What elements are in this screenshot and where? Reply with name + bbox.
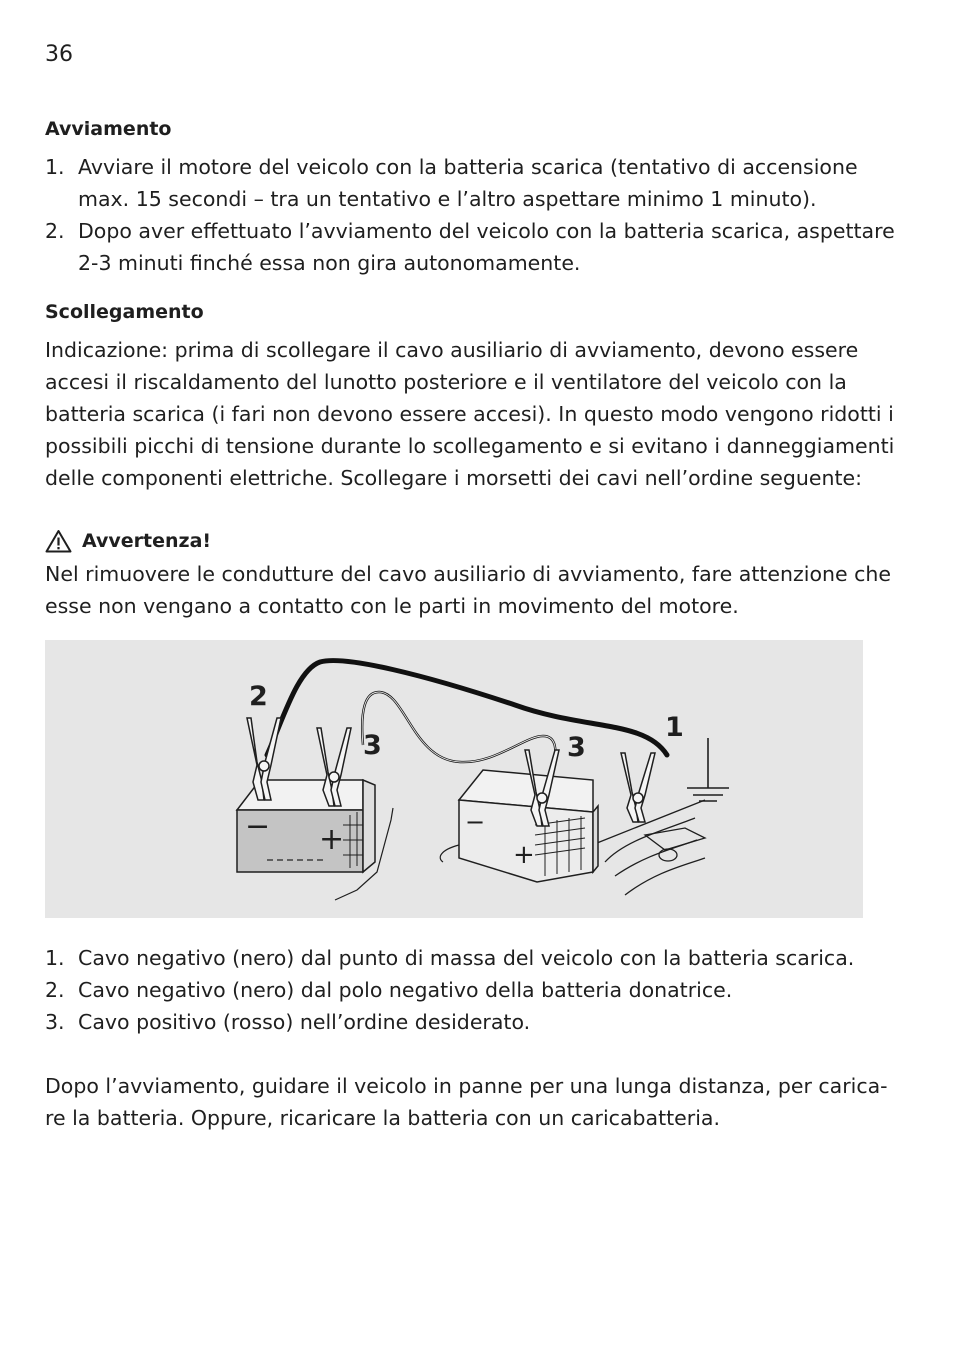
ground-symbol: [687, 738, 729, 801]
negative-cable: [267, 661, 667, 755]
closing-paragraph: [45, 1070, 888, 1134]
list-item: [45, 942, 865, 974]
section-heading-avviamento: Avviamento: [45, 118, 172, 140]
warning-paragraph: [45, 558, 891, 622]
list-number: 2.: [45, 978, 65, 1002]
text-line: re la batteria. Oppure, ricaricare la batteria con un caricabatteria.: [45, 1106, 720, 1130]
figure-label-1: 1: [665, 712, 684, 743]
text-line: Indicazione: prima di scollegare il cavo ausiliario di avviamento, devono essere: [45, 338, 859, 362]
list-item: [45, 1006, 865, 1038]
avviamento-steps: [45, 151, 895, 279]
text-line: accesi il riscaldamento del lunotto posteriore e il ventilatore del veicolo con la: [45, 370, 847, 394]
list-number: 2.: [45, 219, 65, 243]
text-line: delle componenti elettriche. Scollegare i morsetti dei cavi nell’ordine seguente:: [45, 466, 863, 490]
text-line: esse non vengano a contatto con le parti in movimento del motore.: [45, 594, 739, 618]
section-heading-scollegamento: Scollegamento: [45, 301, 204, 323]
text-line: possibili picchi di tensione durante lo scollegamento e si evitano i danneggiamenti: [45, 434, 895, 458]
warning-title: Avvertenza!: [82, 530, 212, 552]
list-number: 1.: [45, 946, 65, 970]
text-line: Dopo aver effettuato l’avviamento del veicolo con la batteria scarica, aspettare: [78, 219, 895, 243]
text-line: Cavo negativo (nero) dal polo negativo della batteria donatrice.: [78, 978, 733, 1002]
jump-start-figure: [45, 640, 863, 918]
figure-label-3-right: 3: [567, 732, 586, 763]
list-item: [45, 151, 865, 215]
clamp-icon: [621, 753, 655, 822]
donor-minus-sign: −: [245, 809, 271, 844]
text-line: Nel rimuovere le condutture del cavo ausiliario di avviamento, fare attenzione che: [45, 562, 891, 586]
warning-heading: [45, 526, 211, 556]
figure-label-2: 2: [249, 681, 268, 712]
page-number: 36: [45, 42, 73, 67]
text-line: Dopo l’avviamento, guidare il veicolo in panne per una lunga distanza, per carica-: [45, 1074, 888, 1098]
list-number: 3.: [45, 1010, 65, 1034]
disconnect-order-steps: [45, 942, 865, 1038]
engine-outline: [592, 800, 705, 895]
discharged-minus-sign: −: [465, 808, 486, 836]
text-line: batteria scarica (i fari non devono essere accesi). In questo modo vengono ridotti i: [45, 402, 894, 426]
list-item: [45, 974, 865, 1006]
donor-plus-sign: +: [319, 822, 345, 857]
text-line: Cavo negativo (nero) dal punto di massa del veicolo con la batteria scarica.: [78, 946, 855, 970]
warning-triangle-icon: [45, 529, 72, 553]
figure-label-3-left: 3: [363, 730, 382, 761]
jump-start-illustration: [45, 640, 863, 918]
text-line: 2-3 minuti finché essa non gira autonomamente.: [78, 251, 581, 275]
list-number: 1.: [45, 155, 65, 179]
text-line: Cavo positivo (rosso) nell’ordine desiderato.: [78, 1010, 531, 1034]
discharged-plus-sign: +: [513, 840, 535, 870]
scollegamento-paragraph: [45, 334, 895, 494]
text-line: max. 15 secondi – tra un tentativo e l’altro aspettare minimo 1 minuto).: [78, 187, 817, 211]
text-line: Avviare il motore del veicolo con la batteria scarica (tentativo di accensione: [78, 155, 858, 179]
list-item: [45, 215, 895, 279]
